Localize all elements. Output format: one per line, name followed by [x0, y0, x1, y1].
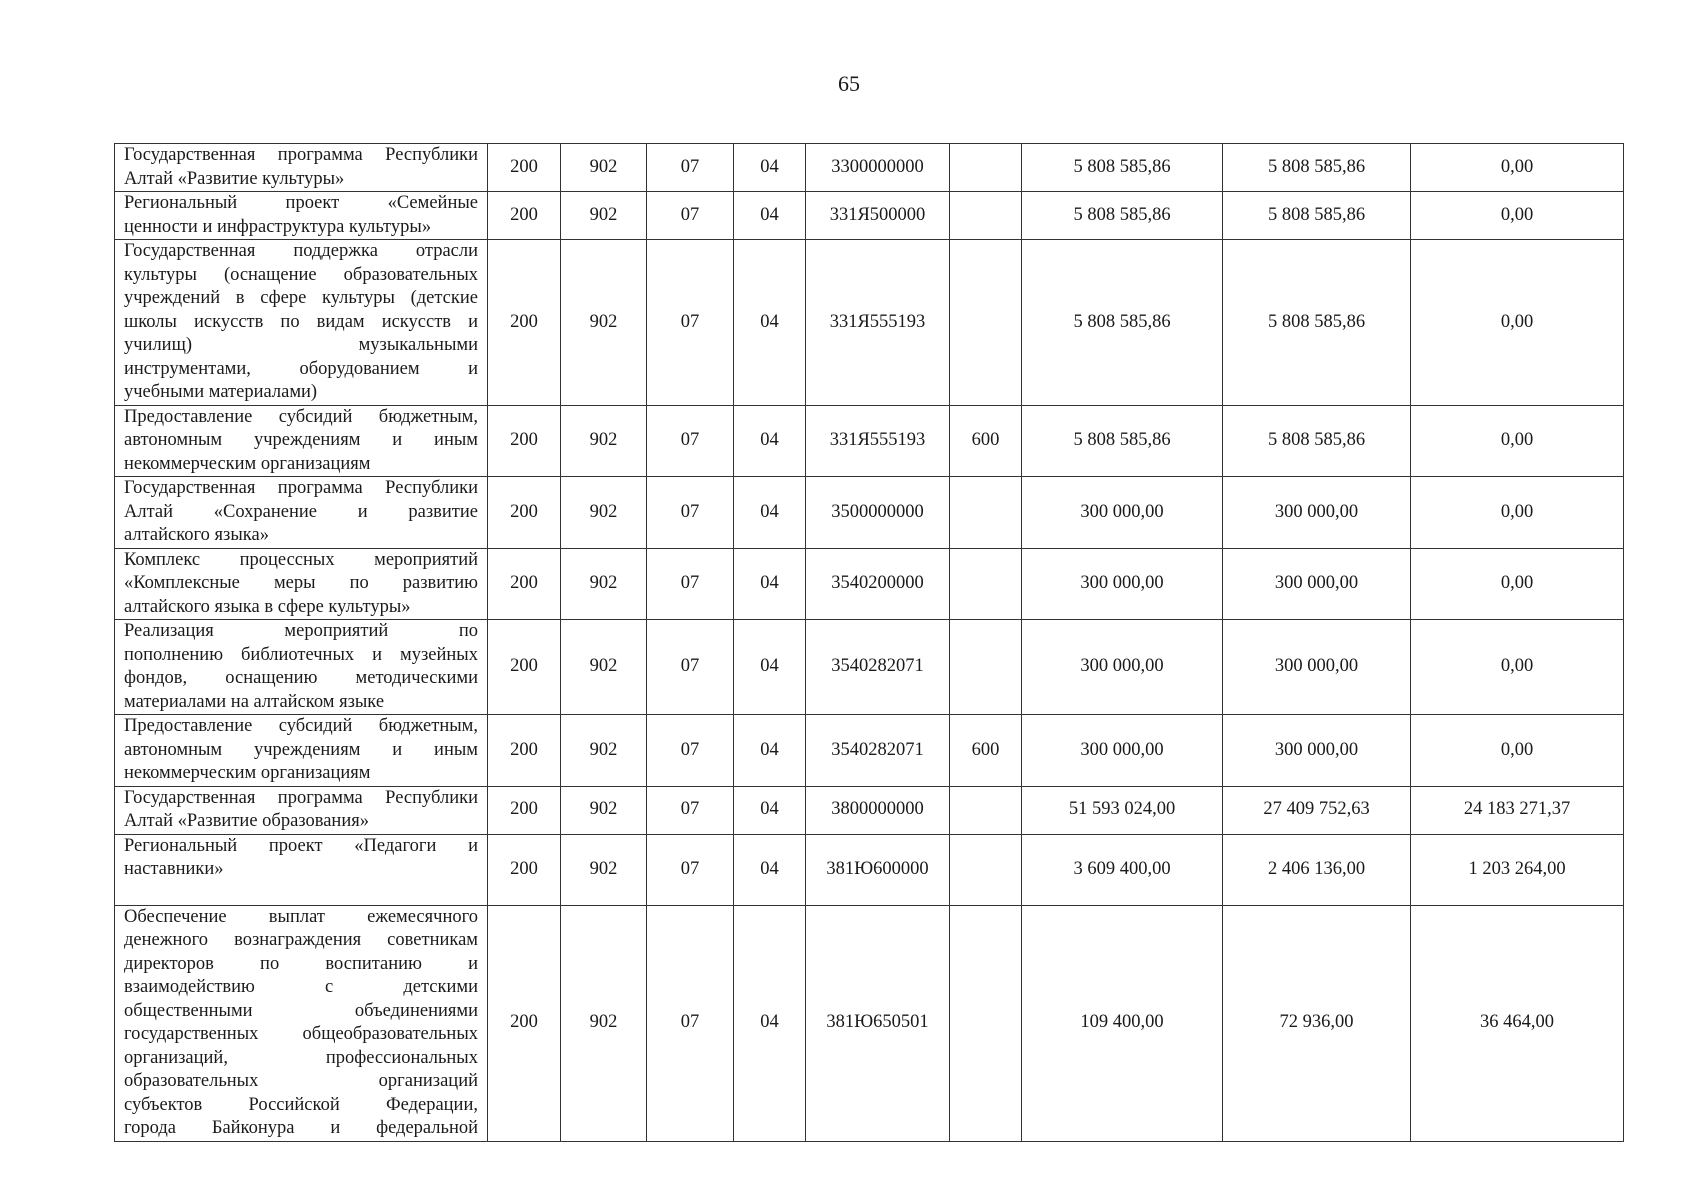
- row-name-line: Обеспечение выплат ежемесячного: [124, 906, 478, 927]
- sum2-cell: 27 409 752,63: [1223, 786, 1411, 834]
- row-name-cell: [115, 192, 488, 240]
- sum3-cell: 24 183 271,37: [1411, 786, 1624, 834]
- row-name-line: материалами на алтайском языке: [124, 691, 385, 712]
- glava-cell: 200: [488, 620, 561, 715]
- row-name-line: директоров по воспитанию и: [124, 953, 478, 974]
- rz-cell: 07: [647, 715, 734, 787]
- ved-cell: 902: [561, 144, 647, 192]
- row-name-line: Государственная программа Республики: [124, 145, 478, 165]
- row-name-line: взаимодействию с детскими: [124, 977, 478, 997]
- csr-cell: 3540282071: [806, 715, 950, 787]
- pr-cell: 04: [734, 144, 806, 192]
- csr-cell: 3500000000: [806, 477, 950, 549]
- vr-cell: [950, 834, 1022, 905]
- ved-cell: 902: [561, 405, 647, 477]
- sum2-cell: 300 000,00: [1223, 620, 1411, 715]
- row-name-line: Предоставление субсидий бюджетным,: [124, 406, 478, 427]
- row-name-cell: [115, 715, 488, 787]
- sum1-cell: 3 609 400,00: [1022, 834, 1223, 905]
- table-row: [115, 620, 1624, 715]
- table-row: [115, 786, 1624, 834]
- ved-cell: 902: [561, 834, 647, 905]
- table-row: [115, 834, 1624, 905]
- pr-cell: 04: [734, 192, 806, 240]
- ved-cell: 902: [561, 477, 647, 549]
- sum1-cell: 5 808 585,86: [1022, 192, 1223, 240]
- row-name-line: Государственная программа Республики: [124, 478, 478, 498]
- sum1-cell: 109 400,00: [1022, 905, 1223, 1141]
- pr-cell: 04: [734, 834, 806, 905]
- row-name-line: Предоставление субсидий бюджетным,: [124, 716, 478, 736]
- vr-cell: 600: [950, 715, 1022, 787]
- row-name-line: учреждений в сфере культуры (детские: [124, 288, 478, 308]
- table-row: [115, 144, 1624, 192]
- row-name-cell: [115, 240, 488, 406]
- glava-cell: 200: [488, 905, 561, 1141]
- vr-cell: [950, 548, 1022, 620]
- glava-cell: 200: [488, 144, 561, 192]
- glava-cell: 200: [488, 786, 561, 834]
- row-name-line: культуры (оснащение образовательных: [124, 264, 478, 285]
- rz-cell: 07: [647, 144, 734, 192]
- rz-cell: 07: [647, 477, 734, 549]
- row-name-line: Реализация мероприятий по: [124, 621, 478, 641]
- row-name-line: некоммерческим организациям: [124, 763, 371, 783]
- sum3-cell: 0,00: [1411, 405, 1624, 477]
- csr-cell: 381Ю650501: [806, 905, 950, 1141]
- glava-cell: 200: [488, 192, 561, 240]
- row-name-cell: [115, 786, 488, 834]
- rz-cell: 07: [647, 192, 734, 240]
- row-name-line: Региональный проект «Педагоги и: [124, 835, 478, 856]
- ved-cell: 902: [561, 786, 647, 834]
- pr-cell: 04: [734, 240, 806, 406]
- rz-cell: 07: [647, 548, 734, 620]
- ved-cell: 902: [561, 905, 647, 1141]
- rz-cell: 07: [647, 905, 734, 1141]
- row-name-line: автономным учреждениям и иным: [124, 739, 478, 760]
- sum2-cell: 72 936,00: [1223, 905, 1411, 1141]
- csr-cell: 3540200000: [806, 548, 950, 620]
- sum3-cell: 0,00: [1411, 715, 1624, 787]
- csr-cell: 3540282071: [806, 620, 950, 715]
- vr-cell: 600: [950, 405, 1022, 477]
- sum3-cell: 1 203 264,00: [1411, 834, 1624, 905]
- row-name-line: училищ) музыкальными: [124, 335, 478, 355]
- sum3-cell: 0,00: [1411, 548, 1624, 620]
- sum2-cell: 5 808 585,86: [1223, 192, 1411, 240]
- table-row: [115, 240, 1624, 406]
- table-body: [115, 144, 1624, 1142]
- row-name-line: школы искусств по видам искусств и: [124, 311, 478, 332]
- csr-cell: 331Я500000: [806, 192, 950, 240]
- row-name-line: инструментами, оборудованием и: [124, 358, 478, 379]
- table-row: [115, 548, 1624, 620]
- ved-cell: 902: [561, 715, 647, 787]
- sum3-cell: 0,00: [1411, 144, 1624, 192]
- csr-cell: 3300000000: [806, 144, 950, 192]
- row-name-line: Комплекс процессных мероприятий: [124, 549, 478, 570]
- vr-cell: [950, 620, 1022, 715]
- row-name-line: фондов, оснащению методическими: [124, 668, 478, 688]
- sum2-cell: 5 808 585,86: [1223, 405, 1411, 477]
- row-name-cell: [115, 548, 488, 620]
- sum3-cell: 0,00: [1411, 477, 1624, 549]
- glava-cell: 200: [488, 548, 561, 620]
- row-name-cell: [115, 405, 488, 477]
- pr-cell: 04: [734, 620, 806, 715]
- sum2-cell: 2 406 136,00: [1223, 834, 1411, 905]
- table-row: [115, 192, 1624, 240]
- sum3-cell: 36 464,00: [1411, 905, 1624, 1141]
- row-name-line: автономным учреждениям и иным: [124, 430, 478, 450]
- sum2-cell: 300 000,00: [1223, 548, 1411, 620]
- sum1-cell: 51 593 024,00: [1022, 786, 1223, 834]
- vr-cell: [950, 477, 1022, 549]
- ved-cell: 902: [561, 548, 647, 620]
- glava-cell: 200: [488, 477, 561, 549]
- row-name-line: Государственная программа Республики: [124, 787, 478, 808]
- row-name-line: Алтай «Развитие образования»: [124, 811, 369, 831]
- ved-cell: 902: [561, 192, 647, 240]
- row-name-line: организаций, профессиональных: [124, 1047, 478, 1068]
- ved-cell: 902: [561, 240, 647, 406]
- glava-cell: 200: [488, 834, 561, 905]
- pr-cell: 04: [734, 548, 806, 620]
- rz-cell: 07: [647, 405, 734, 477]
- row-name-line: ценности и инфраструктура культуры»: [124, 216, 432, 237]
- sum2-cell: 300 000,00: [1223, 715, 1411, 787]
- sum1-cell: 5 808 585,86: [1022, 240, 1223, 406]
- csr-cell: 331Я555193: [806, 405, 950, 477]
- row-name-line: «Комплексные меры по развитию: [124, 573, 478, 593]
- row-name-line: учебными материалами): [124, 382, 318, 402]
- sum3-cell: 0,00: [1411, 240, 1624, 406]
- sum2-cell: 5 808 585,86: [1223, 240, 1411, 406]
- row-name-line: пополнению библиотечных и музейных: [124, 644, 478, 665]
- sum3-cell: 0,00: [1411, 192, 1624, 240]
- row-name-cell: [115, 905, 488, 1141]
- csr-cell: 381Ю600000: [806, 834, 950, 905]
- sum2-cell: 5 808 585,86: [1223, 144, 1411, 192]
- rz-cell: 07: [647, 786, 734, 834]
- pr-cell: 04: [734, 905, 806, 1141]
- sum1-cell: 300 000,00: [1022, 620, 1223, 715]
- row-name-line: города Байконура и федеральной: [124, 1118, 478, 1138]
- glava-cell: 200: [488, 715, 561, 787]
- sum2-cell: 300 000,00: [1223, 477, 1411, 549]
- sum1-cell: 300 000,00: [1022, 548, 1223, 620]
- vr-cell: [950, 192, 1022, 240]
- table-row: [115, 715, 1624, 787]
- pr-cell: 04: [734, 477, 806, 549]
- pr-cell: 04: [734, 405, 806, 477]
- vr-cell: [950, 786, 1022, 834]
- table-row: [115, 905, 1624, 1141]
- row-name-line: алтайского языка в сфере культуры»: [124, 596, 411, 617]
- csr-cell: 331Я555193: [806, 240, 950, 406]
- sum1-cell: 300 000,00: [1022, 477, 1223, 549]
- row-name-line: Региональный проект «Семейные: [124, 193, 478, 213]
- rz-cell: 07: [647, 240, 734, 406]
- vr-cell: [950, 905, 1022, 1141]
- row-name-cell: [115, 144, 488, 192]
- row-name-line: государственных общеобразовательных: [124, 1024, 478, 1044]
- row-name-line: наставники»: [124, 859, 224, 879]
- budget-table: [114, 143, 1624, 1142]
- glava-cell: 200: [488, 405, 561, 477]
- rz-cell: 07: [647, 620, 734, 715]
- rz-cell: 07: [647, 834, 734, 905]
- row-name-line: общественными объединениями: [124, 1000, 478, 1021]
- table-row: [115, 477, 1624, 549]
- row-name-cell: [115, 620, 488, 715]
- row-name-cell: [115, 477, 488, 549]
- row-name-line: алтайского языка»: [124, 525, 269, 545]
- glava-cell: 200: [488, 240, 561, 406]
- vr-cell: [950, 240, 1022, 406]
- row-name-line: Алтай «Развитие культуры»: [124, 168, 345, 189]
- row-name-line: Государственная поддержка отрасли: [124, 241, 478, 261]
- row-name-line: Алтай «Сохранение и развитие: [124, 501, 478, 522]
- table-row: [115, 405, 1624, 477]
- row-name-line: субъектов Российской Федерации,: [124, 1094, 478, 1115]
- sum1-cell: 300 000,00: [1022, 715, 1223, 787]
- row-name-cell: [115, 834, 488, 905]
- row-name-line: денежного вознаграждения советникам: [124, 930, 478, 950]
- page-number: 65: [838, 71, 860, 96]
- ved-cell: 902: [561, 620, 647, 715]
- sum3-cell: 0,00: [1411, 620, 1624, 715]
- row-name-line: образовательных организаций: [124, 1071, 478, 1091]
- sum1-cell: 5 808 585,86: [1022, 144, 1223, 192]
- vr-cell: [950, 144, 1022, 192]
- pr-cell: 04: [734, 786, 806, 834]
- csr-cell: 3800000000: [806, 786, 950, 834]
- pr-cell: 04: [734, 715, 806, 787]
- row-name-line: некоммерческим организациям: [124, 453, 371, 474]
- sum1-cell: 5 808 585,86: [1022, 405, 1223, 477]
